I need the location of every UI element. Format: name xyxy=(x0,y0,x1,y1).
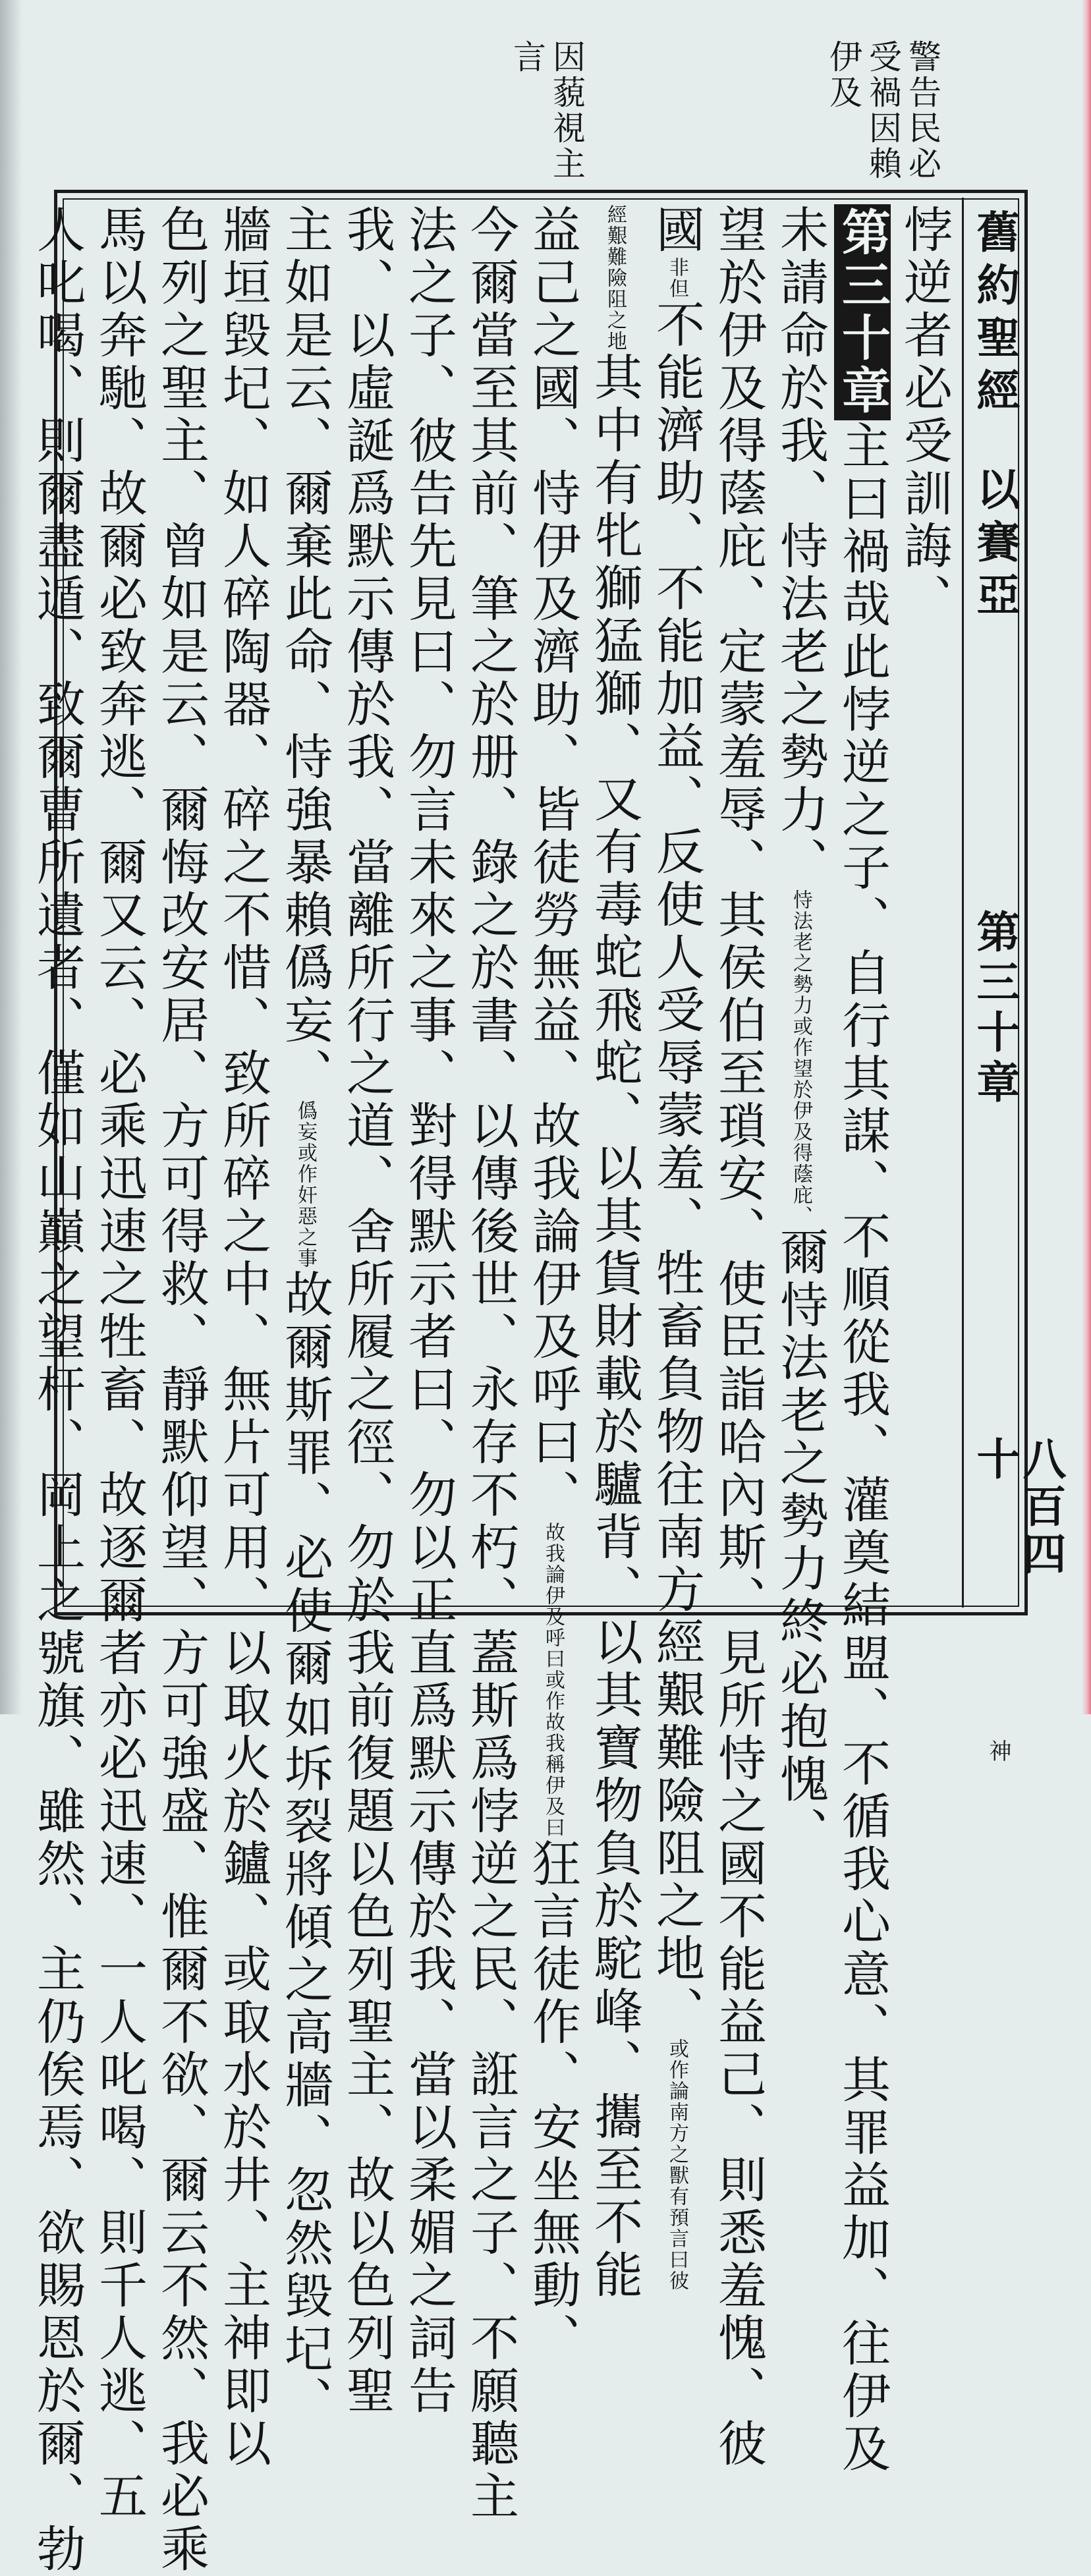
verse-text: 人叱喝、則爾盡遁、致爾曹所遺者、僅如山巔之望杆、岡上之號旗、雖然、主仍俟焉、欲賜恩於爾、勃 xyxy=(29,204,86,2576)
verse-text: 狂言徒作、安坐無動、 xyxy=(524,1838,581,2365)
margin-summary-note: 警告民必受禍因賴伊及 xyxy=(824,40,941,182)
verse-text: 主曰禍哉此悖逆之子、自行其謀、不順從我、灌奠結盟、不循我心意、其罪益加、往伊及 xyxy=(834,420,891,2476)
running-header xyxy=(962,198,1067,1762)
text-column xyxy=(26,204,88,2576)
verse-text: 悖逆者必受訓誨、 xyxy=(896,204,953,626)
interlinear-note: 或作論南方之獸有預言曰彼 xyxy=(665,2038,688,2291)
text-column xyxy=(584,204,646,2302)
book-spine xyxy=(0,0,22,1714)
verse-text: 色列之聖主、曾如是云、爾悔改安居、方可得救、靜默仰望、方可強盛、惟爾不欲、爾云不然、我必乘 xyxy=(153,204,210,2576)
verse-text: 不能濟助、不能加益、反使人受辱蒙羞、牲畜負物往南方經艱難險阻之地、 xyxy=(648,299,705,2038)
verse-text: 主如是云、爾棄此命、恃強暴賴僞妄、 xyxy=(277,204,333,1100)
verse-text: 牆垣毀圮、如人碎陶器、碎之不惜、致所碎之中、無片可用、以取火於鑪、或取水於井、主神即以 xyxy=(215,204,271,2471)
text-column xyxy=(893,204,955,1594)
verse-text: 其中有牝獅猛獅、又有毒蛇飛蛇、以其貨財載於驢背、以其寶物負於駝峰、攜至不能 xyxy=(586,352,643,2302)
verse-text: 國 xyxy=(648,204,705,257)
text-column xyxy=(460,204,522,2523)
footer-catchword: 神 xyxy=(985,1739,1011,1762)
page-edge xyxy=(1082,0,1091,1714)
interlinear-note: 經艱難險阻之地 xyxy=(603,204,627,352)
bible-title: 舊約聖經 xyxy=(969,210,1021,420)
interlinear-note: 故我論伊及呼曰或作故我稱伊及曰 xyxy=(542,1522,565,1838)
interlinear-note: 恃法老之勢力或作望於伊及得蔭庇、 xyxy=(789,889,812,1227)
book-title xyxy=(969,210,1021,882)
verse-text: 益己之國、恃伊及濟助、皆徒勞無益、故我論伊及呼曰、 xyxy=(524,204,581,1522)
verse-text: 望於伊及得蔭庇、定蒙羞辱、其侯伯至瑣安、使臣詣哈內斯、見所恃之國不能益己、則悉羞愧、彼 xyxy=(710,204,767,2471)
verse-text: 故爾斯罪、必使爾如坼裂將傾之高牆、忽然毀圮、 xyxy=(277,1269,333,2428)
scripture-body xyxy=(29,204,955,2576)
interlinear-note: 非但 xyxy=(665,257,688,299)
verse-text: 今爾當至其前、筆之於册、錄之於書、以傳後世、永存不朽、蓋斯爲悖逆之民、誑言之子、不願聽主 xyxy=(462,204,519,2523)
text-column xyxy=(708,204,769,2471)
text-column xyxy=(336,204,398,2418)
verse-text: 爾恃法老之勢力終必抱愧、 xyxy=(772,1227,829,1859)
text-column xyxy=(769,204,831,1859)
book-name: 以賽亞 xyxy=(969,466,1021,625)
text-column xyxy=(212,204,274,2471)
text-column xyxy=(88,204,150,2523)
chapter-label: 第三十章 xyxy=(834,204,891,420)
verse-text: 未請命於我、恃法老之勢力、 xyxy=(772,204,829,889)
text-column xyxy=(274,204,336,2428)
text-column xyxy=(398,204,460,2418)
margin-summary-note: 因藐視主言 xyxy=(508,40,586,182)
chapter-heading: 第三十章 xyxy=(969,909,1021,1109)
interlinear-note: 僞妄或作奸惡之事 xyxy=(294,1100,317,1269)
text-column xyxy=(150,204,212,2576)
text-column xyxy=(831,204,893,2476)
verse-text: 我、以虛誕爲默示傳於我、當離所行之道、舍所履之徑、勿於我前復題以色列聖主、故以色列聖 xyxy=(339,204,395,2418)
text-column xyxy=(646,204,708,2291)
page-number: 八百四十 xyxy=(969,1436,1067,1579)
text-column xyxy=(522,204,584,2365)
verse-text: 法之子、彼告先見曰、勿言未來之事、對得默示者曰、勿以正直爲默示傳於我、當以柔媚之詞告 xyxy=(401,204,457,2418)
verse-text: 馬以奔馳、故爾必致奔逃、爾又云、必乘迅速之牲畜、故逐爾者亦必迅速、一人叱喝、則千人逃、五 xyxy=(91,204,148,2523)
